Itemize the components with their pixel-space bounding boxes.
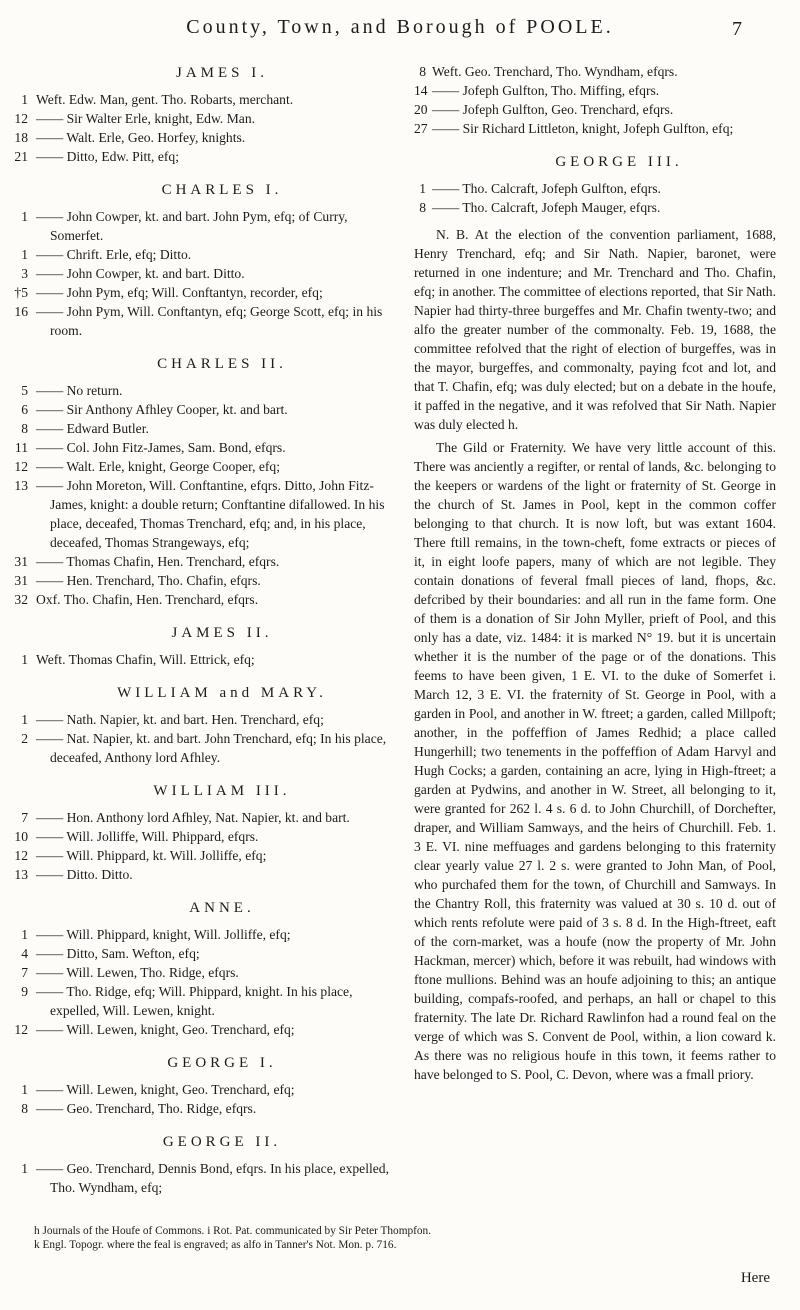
entry-text: Weft. Geo. Trenchard, Tho. Wyndham, efqrs. xyxy=(432,64,678,79)
entry-text: —— Chrift. Erle, efq; Ditto. xyxy=(36,247,192,262)
member-entry xyxy=(0,808,396,827)
entry-text: —— Tho. Calcraft, Jofeph Mauger, efqrs. xyxy=(432,200,661,215)
entry-number: 31 xyxy=(14,573,28,588)
entry-number: 11 xyxy=(14,440,28,455)
catchword: Here xyxy=(740,1270,770,1286)
entry-text: —— Sir Richard Littleton, knight, Jofeph Gulfton, efq; xyxy=(432,121,734,136)
entry-number: 32 xyxy=(14,592,28,607)
entry-number: 12 xyxy=(14,111,28,126)
member-entry xyxy=(0,865,396,884)
george-iii-list xyxy=(414,179,776,217)
entry-text: Weft. Edw. Man, gent. Tho. Robarts, merchant. xyxy=(36,92,294,107)
entry-text: —— No return. xyxy=(36,383,123,398)
member-entry xyxy=(0,147,396,166)
footnote-line: k Engl. Topogr. where the feal is engraved; as alfo in Tanner's Not. Mon. p. 716. xyxy=(34,1239,397,1251)
section-heading: WILLIAM III. xyxy=(153,783,291,799)
entry-text: —— Hon. Anthony lord Afhley, Nat. Napier, kt. and bart. xyxy=(36,810,350,825)
member-entry xyxy=(0,283,396,302)
section-heading: CHARLES I. xyxy=(161,182,283,198)
entry-text: —— Ditto, Sam. Wefton, efq; xyxy=(36,946,200,961)
entry-text: —— Will. Lewen, knight, Geo. Trenchard, efq; xyxy=(36,1082,295,1097)
entry-text: —— John Pym, efq; Will. Conftantyn, recorder, efq; xyxy=(36,285,323,300)
member-entry xyxy=(0,476,396,552)
entry-number: 18 xyxy=(14,130,28,145)
section-heading: JAMES II. xyxy=(171,625,273,641)
entry-number: 8 xyxy=(419,64,426,79)
entry-number: 10 xyxy=(14,829,28,844)
entry-number: 20 xyxy=(414,102,428,117)
entry-number: 8 xyxy=(21,421,28,436)
entry-text: —— Col. John Fitz-James, Sam. Bond, efqrs. xyxy=(36,440,286,455)
entry-number: 3 xyxy=(21,266,28,281)
entry-number: 8 xyxy=(419,200,426,215)
entry-number: 1 xyxy=(21,209,28,224)
entry-number: 1 xyxy=(21,247,28,262)
entry-number: 7 xyxy=(21,810,28,825)
entry-text: —— John Pym, Will. Conftantyn, efq; George Scott, efq; in his room. xyxy=(36,304,383,338)
section-heading-george-iii: GEORGE III. xyxy=(555,154,683,170)
entry-number: 2 xyxy=(21,731,28,746)
member-entry xyxy=(414,198,776,217)
entry-text: —— Ditto, Edw. Pitt, efq; xyxy=(36,149,179,164)
footnote-line: h Journals of the Houfe of Commons. i Rot. Pat. communicated by Sir Peter Thompfon. xyxy=(34,1225,432,1237)
entry-number: 12 xyxy=(14,848,28,863)
entry-number: 13 xyxy=(14,867,28,882)
entry-number: †5 xyxy=(14,285,28,300)
entry-number: 16 xyxy=(14,304,28,319)
member-entry xyxy=(0,552,396,571)
entry-number: 9 xyxy=(21,984,28,999)
entry-text: —— John Cowper, kt. and bart. Ditto. xyxy=(36,266,245,281)
entry-text: —— Will. Lewen, knight, Geo. Trenchard, efq; xyxy=(36,1022,295,1037)
entry-text: —— Nat. Napier, kt. and bart. John Trenchard, efq; In his place, deceafed, Anthony lord Afhley. xyxy=(36,731,387,765)
member-entry xyxy=(0,1080,396,1099)
member-entry xyxy=(0,1159,396,1197)
entry-number: 8 xyxy=(21,1101,28,1116)
section-heading: GEORGE I. xyxy=(167,1055,277,1071)
entry-number: 1 xyxy=(21,712,28,727)
entry-number: 4 xyxy=(21,946,28,961)
entry-number: 1 xyxy=(21,652,28,667)
entry-text: —— John Cowper, kt. and bart. John Pym, efq; of Curry, Somerfet. xyxy=(36,209,348,243)
member-entry xyxy=(0,963,396,982)
member-entry xyxy=(0,457,396,476)
entry-text: —— Jofeph Gulfton, Geo. Trenchard, efqrs. xyxy=(432,102,674,117)
entry-number: 6 xyxy=(21,402,28,417)
section-heading: WILLIAM and MARY. xyxy=(117,685,327,701)
section-heading: GEORGE II. xyxy=(162,1134,282,1150)
entry-text: Weft. Thomas Chafin, Will. Ettrick, efq; xyxy=(36,652,255,667)
entry-number: 1 xyxy=(21,92,28,107)
member-entry xyxy=(0,438,396,457)
entry-number: 27 xyxy=(414,121,428,136)
entry-number: 7 xyxy=(21,965,28,980)
entry-text: —— Sir Anthony Afhley Cooper, kt. and bart. xyxy=(36,402,288,417)
member-entry xyxy=(0,982,396,1020)
entry-text: —— Will. Jolliffe, Will. Phippard, efqrs. xyxy=(36,829,259,844)
member-entry xyxy=(0,827,396,846)
entry-text: —— Sir Walter Erle, knight, Edw. Man. xyxy=(36,111,256,126)
member-entry xyxy=(0,925,396,944)
entry-text: —— Walt. Erle, Geo. Horfey, knights. xyxy=(36,130,246,145)
entry-number: 13 xyxy=(14,478,28,493)
member-entry xyxy=(414,81,776,100)
entry-text: —— Edward Butler. xyxy=(36,421,149,436)
member-entry xyxy=(0,90,396,109)
entry-text: —— Geo. Trenchard, Tho. Ridge, efqrs. xyxy=(36,1101,257,1116)
entry-text: —— Tho. Calcraft, Jofeph Gulfton, efqrs. xyxy=(432,181,661,196)
member-entry xyxy=(414,100,776,119)
entry-text: —— Thomas Chafin, Hen. Trenchard, efqrs. xyxy=(36,554,280,569)
paragraph-election-note: N. B. At the election of the convention parliament, 1688, Henry Trenchard, efq; and Sir Nath. Napier, baronet, were returned in one indenture; and Mr. Trenchard and Tho. Chafin, efq; in another. The committee of elections reported, that Sir Nath. Napier had thirty-three burgeffes and Mr. Chafin twenty-two; and alfo the greater number of the commonalty. Feb. 19, 1688, the committee refolved that the right of election of burgeffes, was in the mayor, burgeffes, and commonalty, paying fcot and lot, and that T. Chafin, efq; was duly elected; but on a debate in the houfe, it paffed in the negative, and it was refolved that Sir Nath. Napier was duly elected h. xyxy=(414,227,776,432)
member-entry xyxy=(414,62,776,81)
entry-number: 1 xyxy=(21,1082,28,1097)
running-head: County, Town, and Borough of POOLE. xyxy=(186,16,614,38)
entry-text: —— Ditto. Ditto. xyxy=(36,867,133,882)
member-entry xyxy=(0,1099,396,1118)
member-entry xyxy=(0,207,396,245)
member-entry xyxy=(0,571,396,590)
member-entry xyxy=(0,590,396,609)
entry-text: —— Nath. Napier, kt. and bart. Hen. Trenchard, efq; xyxy=(36,712,324,727)
entry-text: —— Will. Phippard, knight, Will. Jolliffe, efq; xyxy=(36,927,291,942)
entry-text: —— Will. Phippard, kt. Will. Jolliffe, efq; xyxy=(36,848,267,863)
member-entry xyxy=(0,381,396,400)
entry-text: Oxf. Tho. Chafin, Hen. Trenchard, efqrs. xyxy=(36,592,259,607)
entry-number: 21 xyxy=(14,149,28,164)
entry-number: 1 xyxy=(419,181,426,196)
entry-text: —— Tho. Ridge, efq; Will. Phippard, knight. In his place, expelled, Will. Lewen, knight. xyxy=(36,984,353,1018)
section-heading: ANNE. xyxy=(189,900,255,916)
member-entry xyxy=(0,710,396,729)
footnotes xyxy=(34,1224,774,1252)
entry-text: —— Geo. Trenchard, Dennis Bond, efqrs. In his place, expelled, Tho. Wyndham, efq; xyxy=(36,1161,389,1195)
entry-text: —— Hen. Trenchard, Tho. Chafin, efqrs. xyxy=(36,573,261,588)
member-entry xyxy=(0,1020,396,1039)
paragraph-gild-fraternity: The Gild or Fraternity. We have very little account of this. There was anciently a regifter, or rental of lands, &c. belonging to the keepers or wardens of the light or fraternity of St. George in the church of St. James in Pool, kept in the common coffer belonging to that church. It is now loft, but was extant 1604. There ftill remains, in the town-cheft, fome extracts or pieces of it, in eight loofe papers, many of which are not legible. They contain donations of feveral fmall pieces of land, fhops, &c. defcribed by their boundaries: and all run in the fame form. One of them is a donation of Sir John Myller, prieft of Pool, and this only has a date, viz. 1484: it is marked N° 19. but it is uncertain whether it is the number of the page or of the donations. This feems to have been given, 1 E. VI. to the duke of Somerfet i. March 12, 3 E. VI. the fraternity of St. George in Pool, with a garden in Pool, and another in W. ftreet; a garden, called Millpoft; another, in the poffeffion of James Redhid; a place called Hungerhill; two tenements in the poffeffion of Adam Harvyl and Hugh Cocks; a garden, containing an acre, lying in High-ftreet; a garden at Pydwins, and another in W. Street, all belonging to it, were granted for 262 l. 4 s. 6 d. to John Churchill, of Dorchefter, draper, and William Samways, and the heirs of Churchill. Feb. 1. 3 E. VI. nine meffuages and gardens belonging to this fraternity clear yearly value 27 l. 2 s. were granted to John Man, of Pool, who purchafed them for the town, of Churchill and Samways. In the Chantry Roll, this fraternity was valued at 30 s. 10 d. out of which rents refolute were paid of 3 s. 8 d. In the High-ftreet, eaft of the corn-market, was a houfe (now the property of Mr. John Hackman, mercer) which, before it was rebuilt, had windows with ftone mullions. Behind was an houfe adjoining to this; an antique building, compafs-roofed, and perhaps, an hall or chapel to this fraternity. The late Dr. Richard Rawlinfon had a round feal on the verge of which was S. Convent de Pool, within, a lion coward k. As there was no religious houfe in this town, it feems rather to have belonged to S. Pool, C. Devon, where was a fmall priory. xyxy=(414,440,776,1082)
member-entry xyxy=(0,650,396,669)
entry-number: 1 xyxy=(21,1161,28,1176)
george-ii-continued-list xyxy=(414,62,776,138)
entry-text: —— John Moreton, Will. Conftantine, efqrs. Ditto, John Fitz-James, knight: a double return; Conftantine difallowed. In his place, deceafed, Thomas Trenchard, efq; and, in his place, deceafed, Thomas Strangeways, efq; xyxy=(36,478,385,550)
member-entry xyxy=(0,245,396,264)
entry-number: 14 xyxy=(414,83,428,98)
member-entry xyxy=(0,400,396,419)
member-entry xyxy=(0,944,396,963)
section-heading: CHARLES II. xyxy=(157,356,287,372)
member-entry xyxy=(414,179,776,198)
entry-number: 12 xyxy=(14,459,28,474)
entry-number: 1 xyxy=(21,927,28,942)
member-entry xyxy=(0,302,396,340)
entry-number: 12 xyxy=(14,1022,28,1037)
entry-number: 5 xyxy=(21,383,28,398)
entry-text: —— Walt. Erle, knight, George Cooper, efq; xyxy=(36,459,281,474)
right-column xyxy=(414,62,776,1088)
entry-text: —— Will. Lewen, Tho. Ridge, efqrs. xyxy=(36,965,239,980)
left-column xyxy=(0,62,396,1197)
member-entry xyxy=(0,109,396,128)
section-heading: JAMES I. xyxy=(175,65,268,81)
member-entry xyxy=(0,264,396,283)
member-entry xyxy=(414,119,776,138)
entry-number: 31 xyxy=(14,554,28,569)
member-entry xyxy=(0,419,396,438)
member-entry xyxy=(0,846,396,865)
entry-text: —— Jofeph Gulfton, Tho. Miffing, efqrs. xyxy=(432,83,660,98)
member-entry xyxy=(0,729,396,767)
member-entry xyxy=(0,128,396,147)
page-number: 7 xyxy=(732,18,742,40)
